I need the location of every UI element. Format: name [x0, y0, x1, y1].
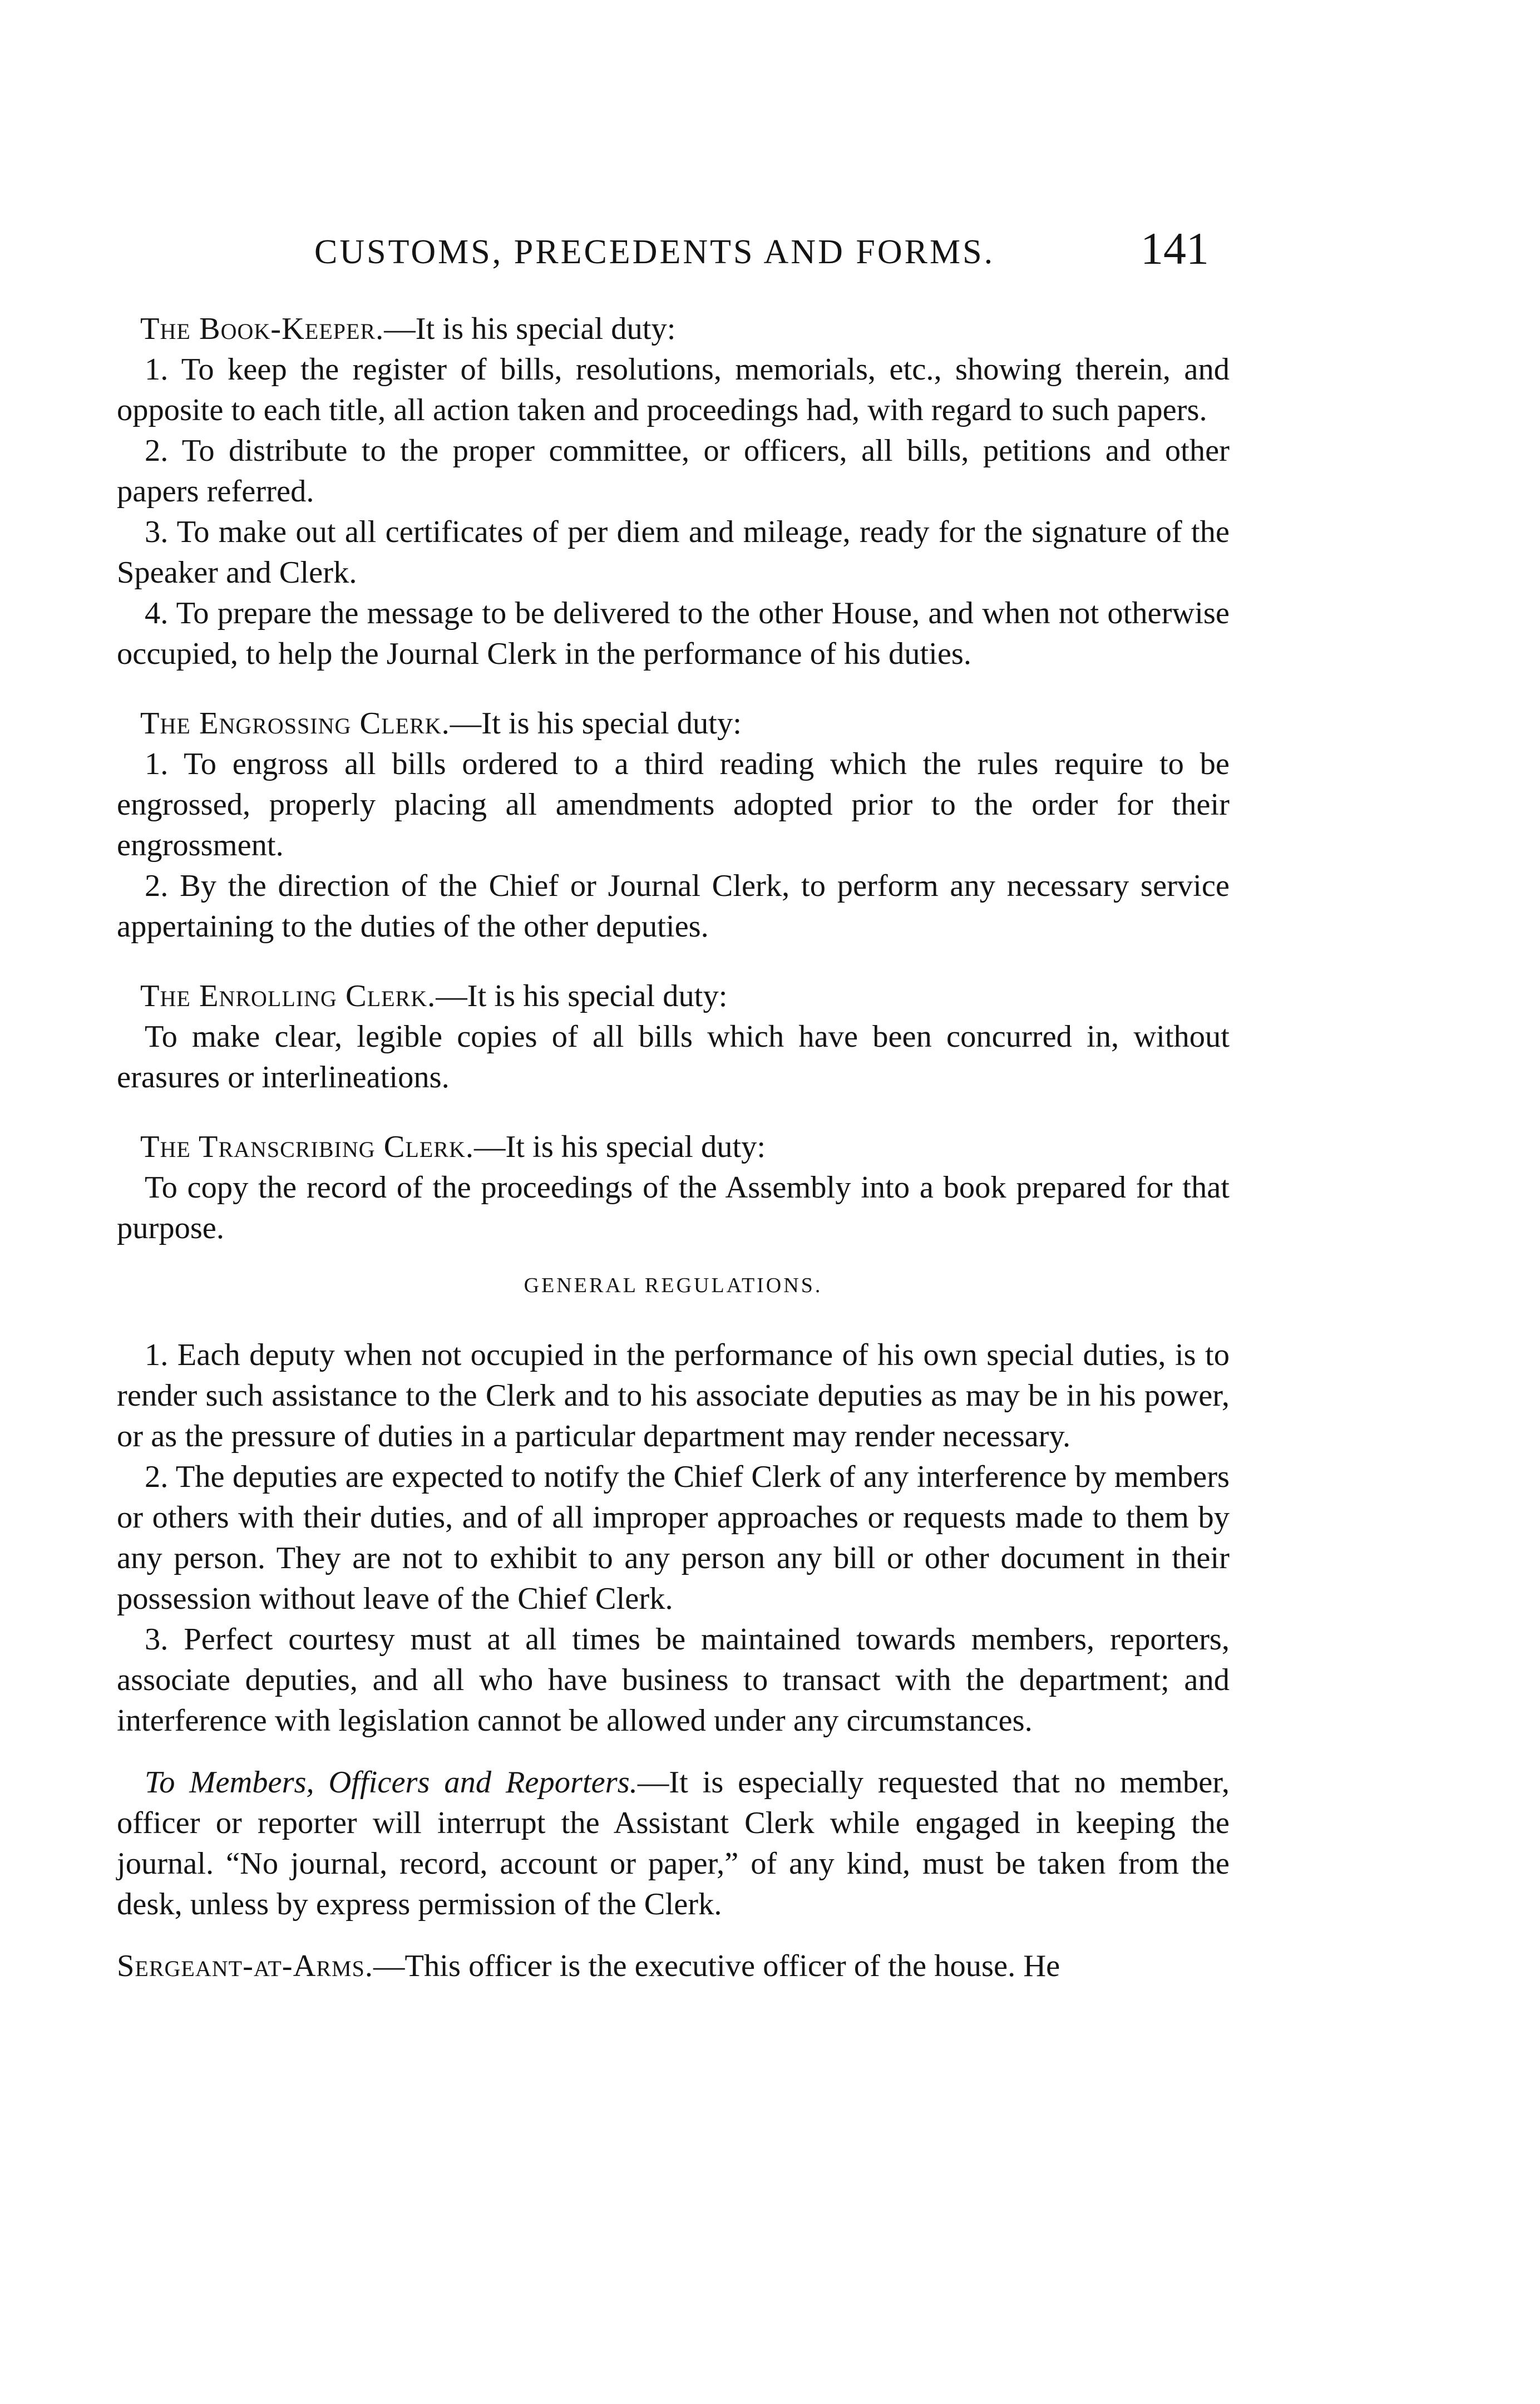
book-keeper-item-3: 3. To make out all certificates of per diem and mileage, ready for the signature of the Speaker and Clerk. [117, 515, 1230, 590]
enrolling-clerk-heading-line [117, 976, 1230, 1017]
running-head: CUSTOMS, PRECEDENTS AND FORMS. [314, 233, 995, 271]
engrossing-clerk-intro: —It is his special duty: [450, 706, 742, 741]
members-note [117, 1762, 1230, 1925]
sergeant-at-arms-heading: Sergeant-at-Arms. [117, 1949, 373, 1983]
members-note-text: —It is especially requested that no member, officer or reporter will interrupt the Assistant Clerk while engaged in keeping the journal. “No journal, record, account or paper,” of any kind, must be taken from the desk, unless by express permission of the Clerk. [117, 1765, 1230, 1922]
book-keeper-item-2: 2. To distribute to the proper committee, or officers, all bills, petitions and other papers referred. [117, 433, 1230, 509]
book-keeper-intro: —It is his special duty: [384, 312, 676, 346]
sergeant-at-arms-line [117, 1946, 1230, 1987]
body-text [117, 309, 1230, 1987]
general-regulation-item-1: 1. Each deputy when not occupied in the performance of his own special duties, is to render such assistance to the Clerk and to his associate deputies as may be in his power, or as the pressure of duties in a particular department may render necessary. [117, 1338, 1230, 1454]
members-note-heading: To Members, Officers and Reporters. [145, 1765, 638, 1800]
book-keeper-item-4: 4. To prepare the message to be delivered to the other House, and when not otherwise occupied, to help the Journal Clerk in the performance of his duties. [117, 596, 1230, 671]
page-header [117, 223, 1274, 289]
engrossing-clerk-item-1: 1. To engross all bills ordered to a third reading which the rules require to be engrossed, properly placing all amendments adopted prior to the order for their engrossment. [117, 747, 1230, 863]
book-keeper-heading: The Book-Keeper. [140, 312, 384, 346]
transcribing-clerk-heading-line [117, 1127, 1230, 1167]
general-regulations-title: GENERAL REGULATIONS. [524, 1274, 823, 1297]
general-regulation-item-2: 2. The deputies are expected to notify the Chief Clerk of any interference by members or others with their duties, and of all improper approaches or requests made to them by any person. They are not to exhibit to any person any bill or other document in their possession without leave of the Chief Clerk. [117, 1460, 1230, 1616]
enrolling-clerk-heading: The Enrolling Clerk. [140, 979, 436, 1013]
transcribing-clerk-heading: The Transcribing Clerk. [140, 1130, 474, 1164]
general-regulation-item-3: 3. Perfect courtesy must at all times be maintained towards members, reporters, associate deputies, and all who have business to transact with the department; and interference with legislation cannot be allowed under any circumstances. [117, 1622, 1230, 1738]
sergeant-at-arms-text: —This officer is the executive officer of the house. He [373, 1949, 1060, 1983]
engrossing-clerk-item-2: 2. By the direction of the Chief or Journal Clerk, to perform any necessary service appertaining to the duties of the other deputies. [117, 869, 1230, 944]
enrolling-clerk-intro: —It is his special duty: [436, 979, 728, 1013]
engrossing-clerk-heading: The Engrossing Clerk. [140, 706, 450, 741]
transcribing-clerk-intro: —It is his special duty: [473, 1130, 766, 1164]
page-number: 141 [1141, 223, 1209, 274]
engrossing-clerk-heading-line [117, 703, 1230, 744]
enrolling-clerk-text: To make clear, legible copies of all bills which have been concurred in, without erasures or interlineations. [117, 1019, 1230, 1095]
book-keeper-item-1: 1. To keep the register of bills, resolutions, memorials, etc., showing therein, and opposite to each title, all action taken and proceedings had, with regard to such papers. [117, 352, 1230, 427]
transcribing-clerk-text: To copy the record of the proceedings of the Assembly into a book prepared for that purpose. [117, 1170, 1230, 1245]
book-keeper-heading-line [117, 309, 1230, 349]
